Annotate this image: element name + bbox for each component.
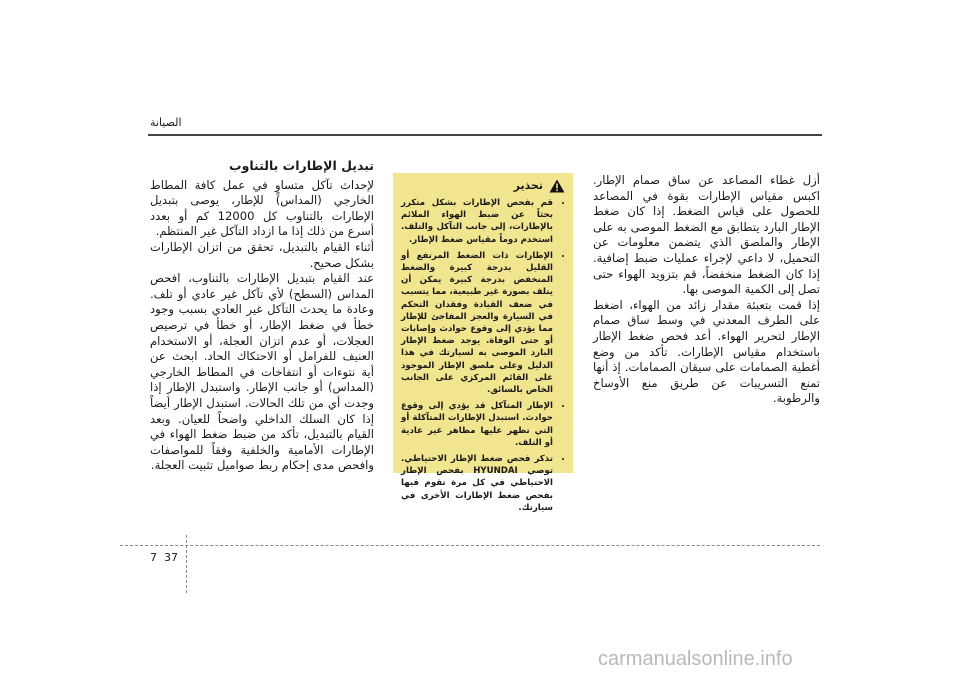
header-divider	[148, 134, 822, 136]
page-number	[150, 551, 178, 564]
left-paragraph-1: لإحداث تآكل متساوٍ في عمل كافة المطاط الخارجي (المداس) للإطار، يوصى بتبديل الإطارات بالتناوب كل 12000 كم أو بعدد أسرع من ذلك إذا ما ازداد التآكل غير المنتظم.	[150, 177, 374, 239]
left-paragraph-3: عند القيام بتبديل الإطارات بالتناوب، افحص المداس (السطح) لأي تآكل غير عادي أو تلف. وعادة ما يحدث التآكل غير العادي بسبب وجود خطأ في ضغط الإطار، أو خطأ في ترصيص العجلات، أو عدم اتزان العجلة، أو الاستخدام العنيف للفرامل أو الاحتكاك الحاد. ابحث عن أية نتوءات أو انتفاخات في المطاط الخارجي (المداس) أو جانب الإطار. واستبدل الإطار إذا وجدت أي من تلك الحالات. استبدل الإطار أيضاً إذا كان السلك الداخلي واضحاً للعيان. وبعد القيام بالتبديل، تأكد من ضبط ضغط الهواء في الإطارات الأمامية والخلفية وفقاً للمواصفات وافحص مدى إحكام ربط صواميل تثبيت العجلة.	[150, 271, 374, 473]
warning-triangle-icon	[549, 179, 565, 193]
warning-item: • تذكر فحص ضغط الإطار الاحتياطي. توصي HYUNDAI بفحص الإطار الاحتياطي في كل مرة تقوم فيها بفحص ضغط الإطارات الأخرى في سيارتك.	[401, 453, 553, 514]
warning-list	[401, 197, 565, 514]
watermark-text: carmanualsonline.info	[598, 648, 793, 670]
warning-box	[393, 173, 573, 513]
footer-vertical-divider	[186, 535, 187, 593]
left-paragraph-2: أثناء القيام بالتبديل، تحقق من اتزان الإطارات بشكل صحيح.	[150, 239, 374, 270]
left-column	[150, 158, 374, 474]
warning-item: • قم بفحص الإطارات بشكل متكرر بحثاً عن ضبط الهواء الملائم بالإطارات، إلى جانب التآكل والتلف. استخدم دوماً مقياس ضغط الإطار.	[401, 197, 553, 246]
warning-item: • الإطارات ذات الضغط المرتفع أو القليل بدرجة كبيرة والضغط المنخفض بدرجة كبيرة يمكن أن يتلف بصورة غير طبيعية، مما يتسبب في ضعف القيادة وفقدان التحكم في السيارة والعجز المفاجئ للإطار مما يؤدي إلى وقوع حوادث وإصابات أو حتى الوفاة. يوجد ضغط الإطار البارد الموصى به لسيارتك في هذا الدليل وعلى ملصق الإطار الموجود على القائم المركزي على الجانب الخاص بالسائق.	[401, 250, 553, 396]
page-number-value: 37	[164, 551, 178, 564]
section-heading: تبديل الإطارات بالتناوب	[229, 158, 374, 173]
warning-item: • الإطار المتآكل قد يؤدي إلى وقوع حوادث. استبدل الإطارات المتآكلة أو التي تظهر عليها مظاهر غير عادية أو التلف.	[401, 400, 553, 449]
footer-divider	[120, 545, 820, 546]
right-column	[593, 173, 820, 407]
page-header-title: الصيانة	[150, 116, 182, 129]
right-paragraph-1: أزل غطاء المصاعد عن ساق صمام الإطار. اكبس مقياس الإطارات بقوة في المصاعد للحصول على قياس الضغط. إذا كان ضغط الإطار البارد يتطابق مع الضغط الموصى به على الإطار والملصق الذي يتضمن معلومات عن التحميل، لا داعي لإجراء عمليات ضبط إضافية. إذا كان الضغط منخفضاً، قم بتزويد الهواء حتى تصل إلى الكمية الموصى بها.	[593, 173, 820, 297]
section-number: 7	[150, 551, 157, 564]
right-paragraph-2: إذا قمت بتعبئة مقدار زائد من الهواء، اضغط على الطرف المعدني في وسط ساق صمام الإطار لتحرير الهواء. أعد فحص ضغط الإطار باستخدام مقياس الإطارات. تأكد من وضع أغطية الصمامات على سيقان الصمامات. إذ أنها تمنع التسريبات عن طريق منع الأوساخ والرطوبة.	[593, 297, 820, 406]
warning-title: تحذير	[513, 178, 543, 192]
warning-header	[401, 179, 565, 193]
